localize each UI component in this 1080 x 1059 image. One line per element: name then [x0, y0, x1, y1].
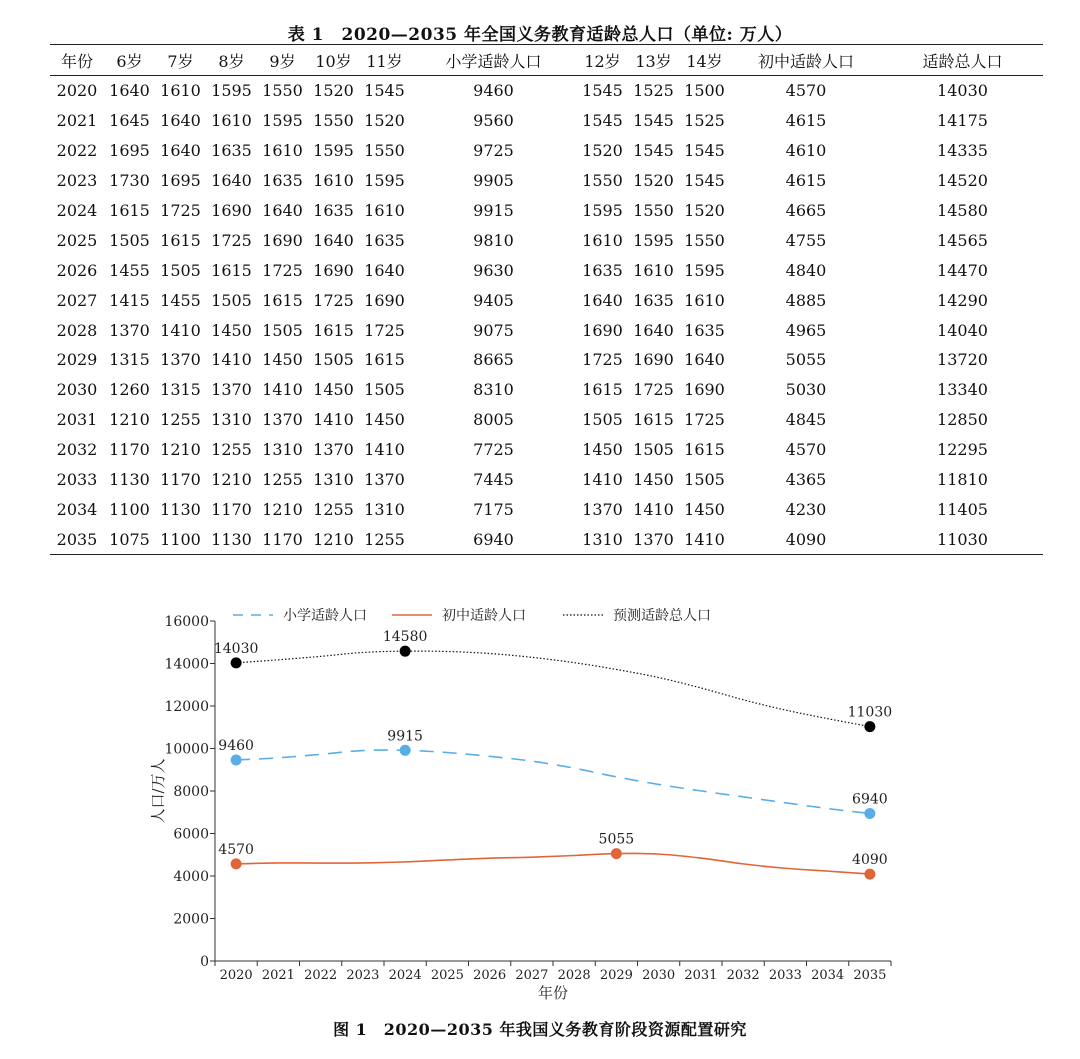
- x-tick-label: 2032: [726, 968, 760, 983]
- table-cell: 4840: [785, 260, 827, 280]
- table-cell: 9405: [473, 290, 514, 310]
- table-cell: 1695: [160, 171, 201, 191]
- table-cell: 1615: [109, 201, 150, 220]
- table-cell: 2023: [56, 171, 98, 191]
- table-cell: 1410: [160, 320, 201, 340]
- table-cell: 1550: [633, 201, 674, 220]
- table-cell: 1640: [160, 141, 201, 161]
- table-cell: 1635: [262, 171, 303, 191]
- table-cell: 1255: [313, 499, 354, 519]
- column-header: 14岁: [686, 51, 723, 71]
- table-cell: 1595: [262, 111, 303, 131]
- table-cell: 9915: [473, 201, 514, 220]
- table-cell: 7445: [473, 470, 514, 490]
- table-cell: 1170: [262, 529, 303, 549]
- y-tick-label: 16000: [164, 614, 209, 630]
- table-cell: 1615: [582, 380, 623, 400]
- table-cell: 1210: [313, 529, 354, 549]
- table-cell: 1615: [684, 440, 725, 460]
- y-tick-label: 14000: [164, 656, 209, 673]
- data-point-marker: [231, 657, 242, 668]
- table-cell: 1500: [684, 81, 725, 101]
- table-cell: 1170: [211, 499, 252, 519]
- table-cell: 5030: [785, 380, 827, 400]
- table-cell: 1615: [160, 230, 201, 250]
- table-cell: 1315: [160, 380, 201, 400]
- table-cell: 4570: [785, 81, 827, 101]
- table-cell: 9905: [473, 171, 514, 191]
- table-cell: 14175: [937, 111, 988, 131]
- table-cell: 1635: [684, 320, 725, 340]
- column-header: 13岁: [635, 51, 672, 71]
- table-cell: 1450: [211, 320, 252, 340]
- table-cell: 1075: [109, 529, 150, 549]
- series-line-1: [236, 853, 870, 874]
- table-cell: 1520: [313, 81, 354, 101]
- table-cell: 1550: [582, 171, 623, 191]
- table-cell: 1505: [633, 440, 674, 460]
- table-cell: 1550: [364, 141, 405, 161]
- table-cell: 1645: [109, 111, 150, 131]
- table-cell: 1450: [633, 470, 674, 490]
- data-label: 9915: [387, 728, 423, 745]
- column-header: 适龄总人口: [922, 51, 1003, 71]
- table-cell: 13340: [937, 380, 988, 400]
- table-cell: 1635: [313, 201, 354, 220]
- table-cell: 7175: [473, 499, 514, 519]
- table-cell: 1615: [633, 410, 674, 430]
- x-axis-title: 年份: [537, 984, 569, 1002]
- x-tick-label: 2027: [515, 968, 549, 983]
- table-cell: 1170: [160, 470, 201, 490]
- table-cell: 1525: [633, 81, 674, 101]
- table-cell: 4845: [785, 410, 827, 430]
- table-cell: 2028: [56, 320, 98, 340]
- table-cell: 1310: [364, 499, 405, 519]
- table-cell: 1370: [313, 440, 354, 460]
- table-cell: 4230: [785, 499, 827, 519]
- data-label: 5055: [598, 831, 635, 848]
- column-header: 6岁: [116, 51, 143, 71]
- table-cell: 4365: [785, 470, 827, 490]
- table-cell: 1370: [633, 529, 674, 549]
- table-cell: 12850: [937, 410, 988, 430]
- table-cell: 9630: [473, 260, 514, 280]
- table-cell: 1310: [582, 529, 623, 549]
- table-cell: 1505: [582, 410, 623, 430]
- table-cell: 1725: [313, 290, 354, 310]
- table-cell: 1595: [313, 141, 354, 161]
- x-tick-label: 2021: [261, 968, 295, 983]
- data-label: 4090: [852, 852, 888, 869]
- table-cell: 1525: [684, 111, 725, 131]
- data-point-marker: [864, 869, 875, 880]
- table-cell: 14290: [937, 290, 988, 310]
- table-cell: 1545: [582, 81, 623, 101]
- table-cell: 8005: [473, 410, 514, 430]
- table-cell: 1520: [684, 201, 725, 220]
- table-cell: 1615: [211, 260, 252, 280]
- table-cell: 14335: [937, 141, 988, 161]
- table-cell: 1370: [160, 350, 201, 370]
- y-tick-label: 10000: [164, 741, 209, 758]
- table-cell: 1455: [160, 290, 201, 310]
- table-cell: 1610: [313, 171, 354, 191]
- column-header: 8岁: [218, 51, 245, 71]
- table-cell: 1545: [684, 171, 725, 191]
- x-tick-label: 2030: [642, 968, 676, 983]
- table-cell: 1255: [211, 440, 252, 460]
- y-tick-label: 12000: [164, 699, 209, 715]
- table-cell: 1640: [262, 201, 303, 220]
- column-header: 11岁: [366, 51, 403, 71]
- table-cell: 2033: [56, 470, 98, 490]
- data-label: 9460: [218, 737, 254, 754]
- x-tick-label: 2026: [473, 968, 507, 983]
- table-cell: 1635: [364, 230, 405, 250]
- table-cell: 1595: [633, 230, 674, 250]
- table-cell: 1545: [364, 81, 405, 101]
- table-cell: 1615: [313, 320, 354, 340]
- table-cell: 1690: [262, 230, 303, 250]
- table-cell: 1725: [582, 350, 623, 370]
- table-cell: 2030: [56, 380, 98, 400]
- table-cell: 1450: [582, 440, 623, 460]
- table-cell: 9075: [473, 320, 514, 340]
- table-cell: 2034: [56, 499, 98, 519]
- y-tick-label: 2000: [173, 911, 209, 928]
- table-cell: 14040: [937, 320, 988, 340]
- table-cell: 1260: [109, 380, 150, 400]
- table-cell: 1725: [684, 410, 725, 430]
- data-point-marker: [611, 848, 622, 859]
- table-cell: 1640: [364, 260, 405, 280]
- table-cell: 14580: [937, 201, 988, 220]
- table-cell: 14520: [937, 171, 988, 191]
- data-point-marker: [864, 721, 875, 732]
- data-point-marker: [400, 745, 411, 756]
- table-cell: 1725: [211, 230, 252, 250]
- table-cell: 1130: [160, 499, 201, 519]
- table-cell: 1545: [582, 111, 623, 131]
- table-cell: 1370: [582, 499, 623, 519]
- table-cell: 1520: [364, 111, 405, 131]
- table-cell: 2032: [56, 440, 98, 460]
- table-cell: 1610: [211, 111, 252, 131]
- table-cell: 1505: [313, 350, 354, 370]
- table-cell: 1370: [262, 410, 303, 430]
- table-cell: 1725: [160, 201, 201, 220]
- table-cell: 1545: [633, 141, 674, 161]
- table-cell: 7725: [473, 440, 514, 460]
- table-cell: 1410: [262, 380, 303, 400]
- table-cell: 4090: [785, 529, 827, 549]
- table-cell: 4755: [785, 230, 827, 250]
- table-cell: 1595: [211, 81, 252, 101]
- table-cell: 1610: [633, 260, 674, 280]
- table-cell: 1450: [684, 499, 725, 519]
- table-cell: 1640: [684, 350, 725, 370]
- y-tick-label: 8000: [173, 784, 209, 800]
- x-tick-label: 2025: [430, 968, 464, 983]
- y-tick-label: 4000: [173, 869, 209, 885]
- table-cell: 1255: [364, 529, 405, 549]
- table-cell: 1635: [211, 141, 252, 161]
- table-cell: 1640: [109, 81, 150, 101]
- table-cell: 4570: [785, 440, 827, 460]
- table-cell: 1315: [109, 350, 150, 370]
- table-cell: 1615: [364, 350, 405, 370]
- table-cell: 1310: [313, 470, 354, 490]
- x-tick-label: 2022: [304, 968, 338, 983]
- table-cell: 1410: [684, 529, 725, 549]
- table-cell: 1595: [684, 260, 725, 280]
- table-cell: 13720: [937, 350, 988, 370]
- column-header: 小学适龄人口: [445, 51, 542, 71]
- table-cell: 1210: [109, 410, 150, 430]
- data-point-marker: [231, 754, 242, 765]
- table-cell: 9460: [473, 81, 514, 101]
- table-cell: 1690: [684, 380, 725, 400]
- table-cell: 1610: [262, 141, 303, 161]
- x-tick-label: 2020: [219, 968, 253, 983]
- table-cell: 1610: [582, 230, 623, 250]
- table-cell: 1635: [582, 260, 623, 280]
- table-cell: 11405: [937, 499, 988, 519]
- table-cell: 2024: [56, 201, 98, 220]
- table-cell: 1210: [262, 499, 303, 519]
- table-cell: 1255: [262, 470, 303, 490]
- table-cell: 1100: [160, 529, 201, 549]
- y-axis-title: 人口/万人: [149, 758, 167, 824]
- figure-caption: 图 1 2020—2035 年我国义务教育阶段资源配置研究: [333, 1020, 747, 1039]
- table-cell: 1455: [109, 260, 150, 280]
- table-cell: 1730: [109, 171, 150, 191]
- table-cell: 1550: [313, 111, 354, 131]
- table-cell: 1130: [109, 470, 150, 490]
- data-label: 14580: [382, 629, 428, 646]
- series-line-2: [236, 651, 870, 727]
- table-cell: 1370: [211, 380, 252, 400]
- table-cell: 1410: [211, 350, 252, 370]
- legend-label: 小学适龄人口: [283, 608, 367, 624]
- table-cell: 11810: [937, 470, 988, 490]
- table-cell: 1545: [633, 111, 674, 131]
- table-cell: 1505: [262, 320, 303, 340]
- table-cell: 1410: [582, 470, 623, 490]
- data-label: 6940: [852, 791, 888, 808]
- table-cell: 2020: [56, 81, 98, 101]
- table-cell: 1505: [684, 470, 725, 490]
- table-cell: 1415: [109, 290, 150, 310]
- table-cell: 8665: [473, 350, 514, 370]
- table-cell: 1690: [582, 320, 623, 340]
- table-cell: 4610: [785, 141, 827, 161]
- table-cell: 11030: [937, 529, 988, 549]
- table-cell: 2026: [56, 260, 98, 280]
- table-cell: 9725: [473, 141, 514, 161]
- data-label: 11030: [847, 704, 893, 721]
- column-header: 年份: [60, 51, 93, 71]
- table-cell: 1610: [684, 290, 725, 310]
- x-tick-label: 2034: [811, 968, 845, 983]
- table-cell: 4965: [785, 320, 827, 340]
- x-tick-label: 2031: [684, 968, 718, 983]
- table-cell: 2027: [56, 290, 98, 310]
- column-header: 9岁: [269, 51, 296, 71]
- x-tick-label: 2029: [599, 968, 633, 983]
- table-cell: 2022: [56, 141, 98, 161]
- table-cell: 1725: [364, 320, 405, 340]
- table-cell: 2025: [56, 230, 98, 250]
- table-cell: 9560: [473, 111, 514, 131]
- y-tick-label: 6000: [173, 826, 209, 843]
- table-cell: 1545: [684, 141, 725, 161]
- column-header: 7岁: [167, 51, 194, 71]
- table-cell: 1610: [160, 81, 201, 101]
- table-cell: 1640: [313, 230, 354, 250]
- table-cell: 1505: [160, 260, 201, 280]
- table-title: 表 1 2020—2035 年全国义务教育适龄总人口（单位: 万人）: [287, 25, 793, 45]
- table-cell: 14565: [937, 230, 988, 250]
- table-cell: 1635: [633, 290, 674, 310]
- table-cell: 4665: [785, 201, 827, 220]
- column-header: 12岁: [584, 51, 621, 71]
- table-cell: 1450: [262, 350, 303, 370]
- table-cell: 1595: [364, 171, 405, 191]
- table-cell: 14030: [937, 81, 988, 101]
- table-cell: 1505: [364, 380, 405, 400]
- table-cell: 1210: [211, 470, 252, 490]
- data-label: 4570: [218, 841, 254, 858]
- table-cell: 1520: [582, 141, 623, 161]
- table-cell: 1505: [211, 290, 252, 310]
- table-cell: 14470: [937, 260, 988, 280]
- table-cell: 1520: [633, 171, 674, 191]
- table-cell: 6940: [473, 529, 514, 549]
- table-cell: 1550: [262, 81, 303, 101]
- table-cell: 5055: [785, 350, 827, 370]
- table-cell: 1310: [262, 440, 303, 460]
- table-cell: 1690: [364, 290, 405, 310]
- table-cell: 1210: [160, 440, 201, 460]
- table-cell: 1370: [109, 320, 150, 340]
- table-cell: 1595: [582, 201, 623, 220]
- table-cell: 1130: [211, 529, 252, 549]
- table-cell: 9810: [473, 230, 514, 250]
- table-cell: 1640: [211, 171, 252, 191]
- table-cell: 1310: [211, 410, 252, 430]
- x-tick-label: 2024: [388, 968, 422, 983]
- table-cell: 8310: [473, 380, 514, 400]
- table-cell: 4885: [785, 290, 827, 310]
- legend-label: 初中适龄人口: [442, 608, 526, 624]
- legend-label: 预测适龄总人口: [613, 608, 711, 624]
- table-cell: 1640: [160, 111, 201, 131]
- data-point-marker: [231, 858, 242, 869]
- table-cell: 1690: [211, 201, 252, 220]
- table-cell: 1695: [109, 141, 150, 161]
- table-cell: 1615: [262, 290, 303, 310]
- table-cell: 2035: [56, 529, 98, 549]
- column-header: 10岁: [315, 51, 352, 71]
- x-tick-label: 2035: [853, 968, 887, 983]
- table-cell: 1170: [109, 440, 150, 460]
- table-cell: 1690: [313, 260, 354, 280]
- data-point-marker: [400, 646, 411, 657]
- table-cell: 1410: [364, 440, 405, 460]
- table-cell: 1100: [109, 499, 150, 519]
- y-tick-label: 0: [200, 954, 209, 970]
- table-cell: 1610: [364, 201, 405, 220]
- table-cell: 1450: [364, 410, 405, 430]
- data-label: 14030: [213, 640, 259, 657]
- data-point-marker: [864, 808, 875, 819]
- table-cell: 1410: [633, 499, 674, 519]
- table-cell: 1505: [109, 230, 150, 250]
- x-tick-label: 2023: [346, 968, 380, 983]
- x-tick-label: 2033: [768, 968, 802, 983]
- table-cell: 1725: [262, 260, 303, 280]
- table-cell: 2021: [56, 111, 98, 131]
- table-cell: 1410: [313, 410, 354, 430]
- x-tick-label: 2028: [557, 968, 591, 983]
- table-cell: 4615: [785, 171, 827, 191]
- table-cell: 1450: [313, 380, 354, 400]
- table-cell: 2029: [56, 350, 98, 370]
- table-cell: 1370: [364, 470, 405, 490]
- table-cell: 1550: [684, 230, 725, 250]
- table-cell: 1725: [633, 380, 674, 400]
- table-cell: 2031: [56, 410, 98, 430]
- table-cell: 12295: [937, 440, 988, 460]
- column-header: 初中适龄人口: [757, 51, 854, 71]
- table-cell: 1640: [633, 320, 674, 340]
- table-cell: 1690: [633, 350, 674, 370]
- table-cell: 1640: [582, 290, 623, 310]
- series-line-0: [236, 750, 870, 813]
- table-cell: 4615: [785, 111, 827, 131]
- table-cell: 1255: [160, 410, 201, 430]
